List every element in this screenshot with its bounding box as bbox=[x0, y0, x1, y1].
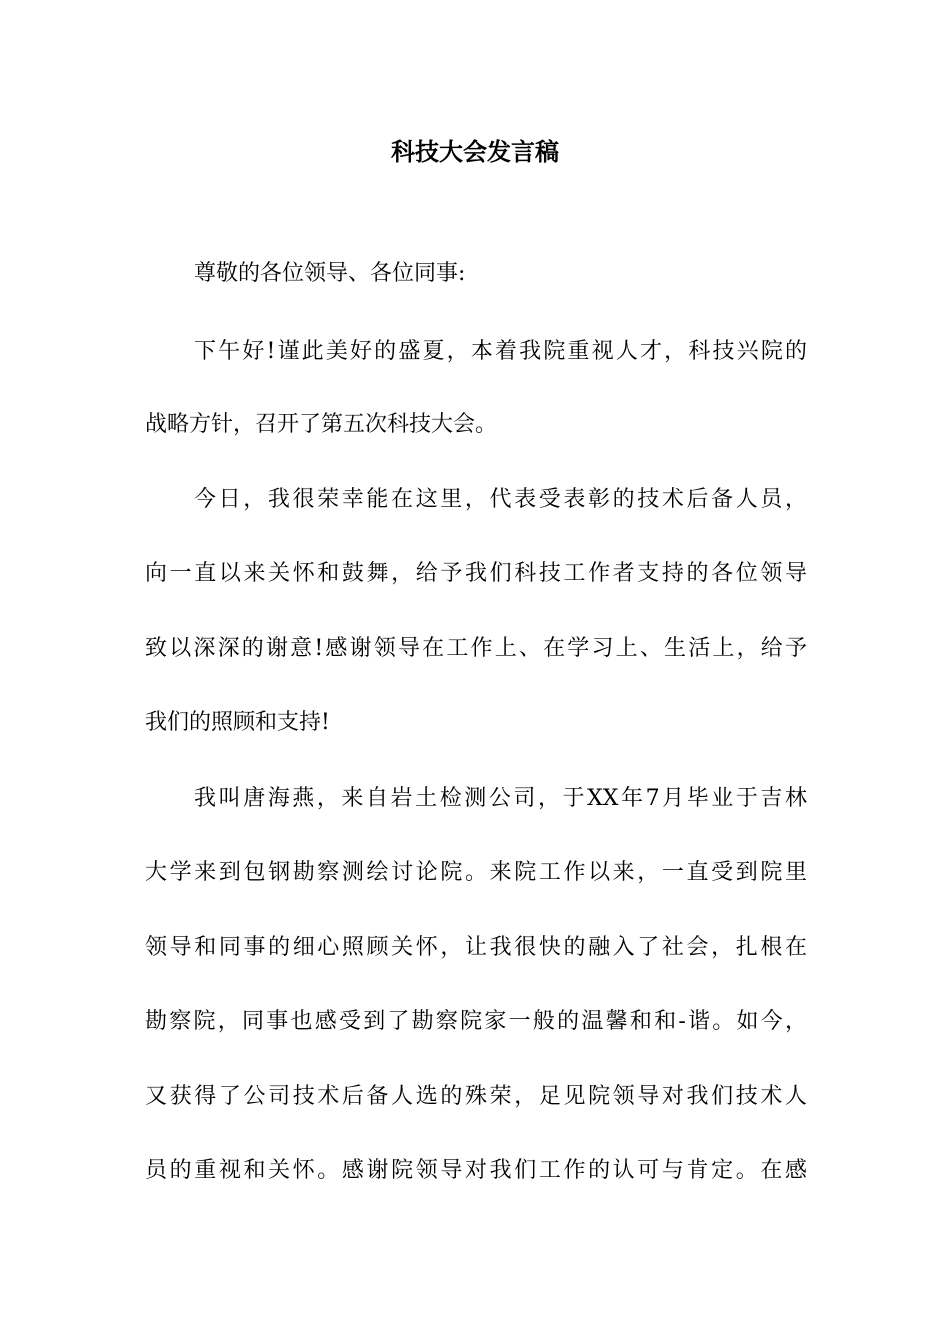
paragraph-line: 员的重视和关怀。感谢院领导对我们工作的认可与肯定。在感 bbox=[145, 1158, 807, 1183]
paragraph-line: 战略方针，召开了第五次科技大会。 bbox=[145, 412, 498, 437]
paragraph-line: 我们的照顾和支持! bbox=[145, 710, 330, 735]
paragraph-line: 我叫唐海燕，来自岩土检测公司，于XX年7月毕业于吉林 bbox=[194, 786, 807, 811]
paragraph-line: 致以深深的谢意!感谢领导在工作上、在学习上、生活上，给予 bbox=[145, 636, 807, 661]
salutation-line: 尊敬的各位领导、各位同事: bbox=[194, 261, 466, 286]
paragraph-line: 大学来到包钢勘察测绘讨论院。来院工作以来，一直受到院里 bbox=[145, 860, 807, 885]
paragraph-line: 下午好!谨此美好的盛夏，本着我院重视人才，科技兴院的 bbox=[194, 339, 807, 364]
paragraph-line: 领导和同事的细心照顾关怀，让我很快的融入了社会，扎根在 bbox=[145, 935, 807, 960]
paragraph-line: 向一直以来关怀和鼓舞，给予我们科技工作者支持的各位领导 bbox=[145, 561, 807, 586]
paragraph-line: 今日，我很荣幸能在这里，代表受表彰的技术后备人员， bbox=[194, 487, 807, 512]
paragraph-line: 勘察院，同事也感受到了勘察院家一般的温馨和和-谐。如今， bbox=[145, 1009, 807, 1034]
document-title: 科技大会发言稿 bbox=[391, 137, 559, 166]
paragraph-line: 又获得了公司技术后备人选的殊荣，足见院领导对我们技术人 bbox=[145, 1084, 807, 1109]
